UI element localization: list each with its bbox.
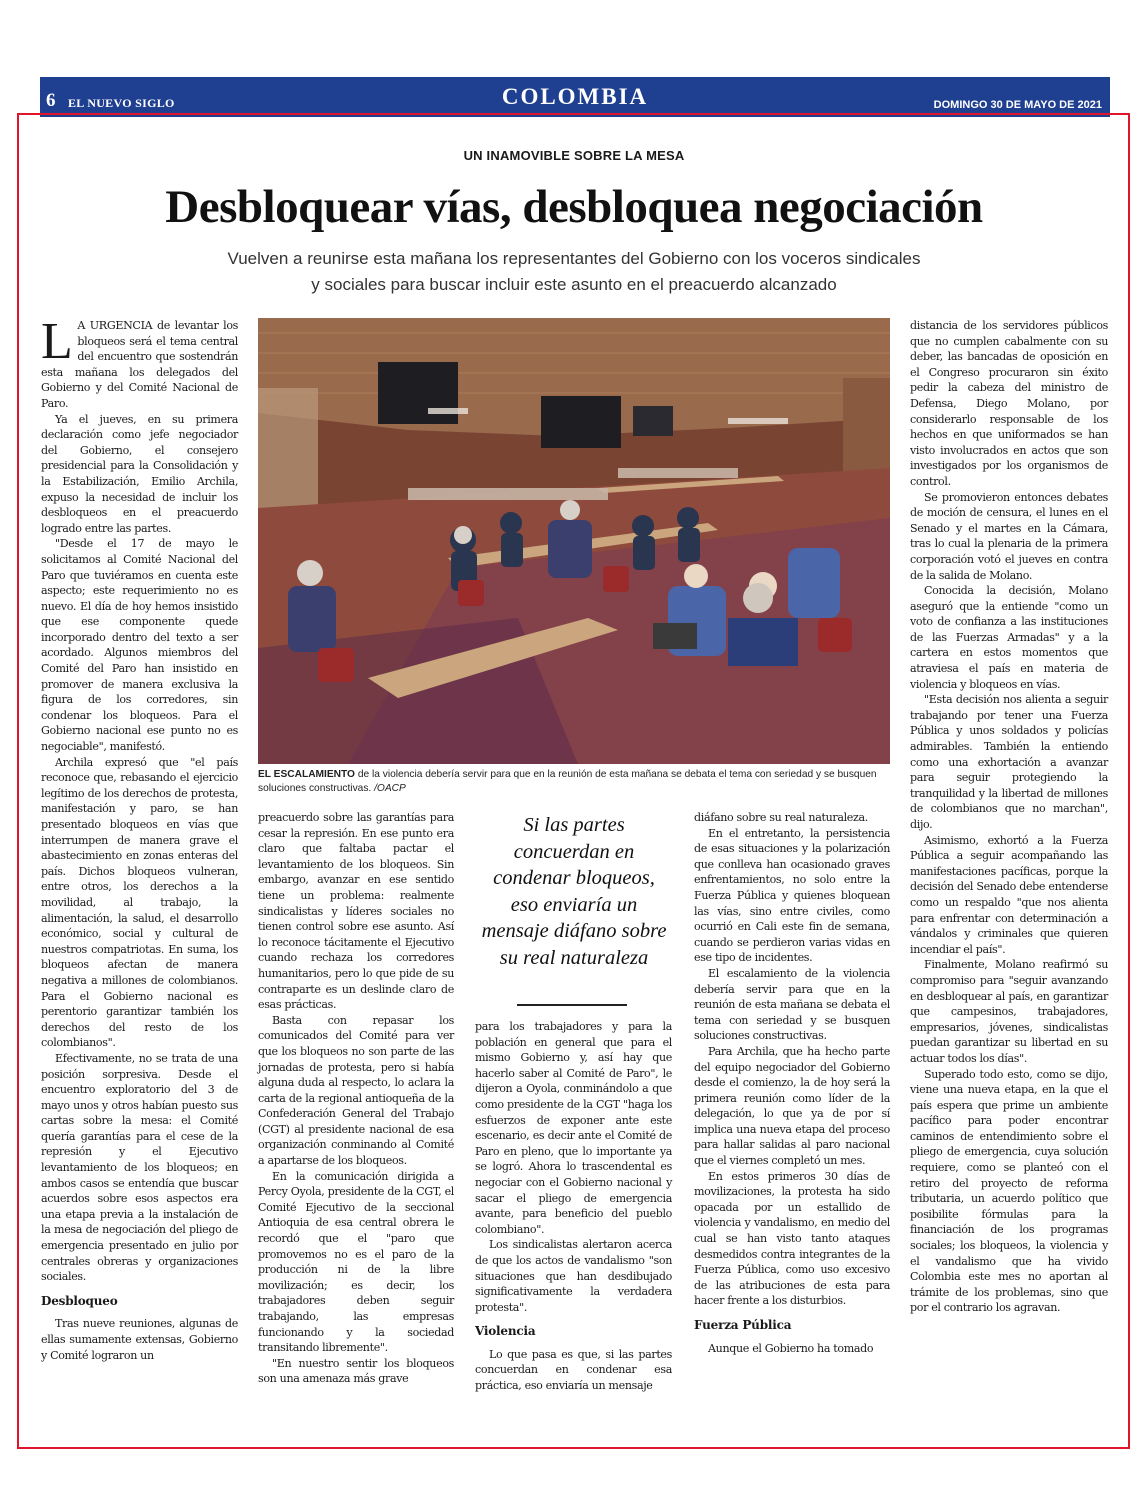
lead-paragraph: L A URGENCIA de levantar los bloqueos será el tema central del encuentro que sostendrán esta mañana los delegados del Gobierno y del Comité Nacional de Paro. bbox=[41, 313, 238, 410]
paragraph: diáfano sobre su real naturaleza. bbox=[694, 811, 868, 824]
paragraph: En el entretanto, la persistencia de esas situaciones y la polarización que conlleva han ocasionado graves enfrentamientos, no solo entre la Fuerza Pública y quienes bloquean las vías, sino entre civiles, como ocurrió en Cali este fin de semana, cuando se perdieron varias vidas en ese tipo de incidentes. bbox=[694, 826, 890, 965]
paragraph: Se promovieron entonces debates de moción de censura, el lunes en el Senado y el martes en la Cámara, tras lo cual la plenaria de la primera corporación votó el jueves en contra de la salida de Molano. bbox=[910, 490, 1108, 582]
paragraph: preacuerdo sobre las garantías para cesar la represión. En ese punto era claro que faltaba pactar el levantamiento de los bloqueos. Sin embargo, avanzar en ese sentido tiene un problema: realmente sindicalistas y líderes sociales no tienen control sobre ese asunto. Así lo reconoce tácitamente el Ejecutivo cuando rechaza los corredores humanitarios, pero lo que pide de su contraparte es un deslinde claro de esas prácticas. bbox=[258, 811, 454, 1012]
paragraph: En estos primeros 30 días de movilizaciones, la protesta ha sido opacada por un estallido de violencia y vandalismo, en medio del cual se han visto tanto ataques desmedidos contra integrantes de la Fuerza Pública, como uso excesivo de las atribuciones de esta para hacer frente a los disturbios. bbox=[694, 1169, 890, 1308]
paragraph: Para Archila, que ha hecho parte del equipo negociador del Gobierno desde el comienzo, la de hoy será la primera reunión como líder de la delegación, lo que ya de por sí implica una nueva etapa del proceso para hallar salidas al paro nacional que el viernes completó un mes. bbox=[694, 1044, 890, 1168]
drop-cap: L bbox=[41, 313, 73, 370]
text-column-3 bbox=[475, 1019, 672, 1394]
article-deck bbox=[150, 246, 998, 298]
page-number: 6 bbox=[46, 90, 56, 111]
paragraph: "Desde el 17 de mayo le solicitamos al Comité Nacional del Paro que tuviéramos en cuenta este aspecto; este requerimiento no es nuevo. El día de hoy hemos insistido que ese componente quede incorporado dentro del texto a ser acordado. Algunos miembros del Comité del Paro han insistido en promover de manera exclusiva la figura de los corredores, sin condenar los bloqueos. Para el Gobierno nacional ese punto no es negociable", manifestó. bbox=[41, 537, 238, 754]
text-column-1 bbox=[41, 313, 238, 1363]
paragraph: "En nuestro sentir los bloqueos son una amenaza más grave bbox=[258, 1356, 454, 1386]
paragraph: El escalamiento de la violencia debería servir para que en la reunión de esta mañana se debata el tema con seriedad y se busquen soluciones constructivas. bbox=[694, 966, 890, 1043]
newspaper-name: EL NUEVO SIGLO bbox=[68, 96, 175, 110]
paragraph: Los sindicalistas alertaron acerca de que los actos de vandalismo "son situaciones que han desdibujado significativamente la verdadera protesta". bbox=[475, 1238, 672, 1314]
paragraph: Superado todo esto, como se dijo, viene una nueva etapa, en la que el país espera que prime un ambiente pacífico para poder encontrar caminos de entendimiento sobre el pliego de emergencia, cuya solución requiere, como se planteó con el retiro del proyecto de reforma tributaria, un acuerdo político que posibilite fórmulas para la financiación de los programas sociales; los bloqueos, la violencia y el vandalismo que ha vivido Colombia este mes no aportan al trámite de los problemas, sino que por el contrario los agravan. bbox=[910, 1067, 1108, 1315]
paragraph: Tras nueve reuniones, algunas de ellas sumamente extensas, Gobierno y Comité lograron un bbox=[41, 1317, 238, 1362]
paragraph: Archila expresó que "el país reconoce que, rebasando el ejercicio legítimo de los derechos de protesta, manifestación y paro, se han presentado bloqueos en vías que interrumpen de manera grave el abastecimiento en zonas enteras del país. Dichos bloqueos vulneran, entre otros, los derechos a la movilidad, al trabajo, la alimentación, la salud, el desarrollo económico, social y cultural de nuestros compatriotas. En suma, los bloqueos afectan de manera negativa a millones de colombianos. Para el Gobierno nacional es perentorio garantizar también los derechos del resto de los colombianos". bbox=[41, 755, 238, 1050]
meeting-photo bbox=[258, 318, 890, 764]
paragraph: Lo que pasa es que, si las partes concuerdan en condenar esa práctica, eso enviaría un mensaje bbox=[475, 1347, 672, 1393]
pull-quote-rule bbox=[517, 1004, 627, 1006]
deck-line-1: Vuelven a reunirse esta mañana los representantes del Gobierno con los voceros sindicales bbox=[227, 249, 921, 268]
photo-credit: /OACP bbox=[371, 783, 406, 794]
paragraph: En la comunicación dirigida a Percy Oyola, presidente de la CGT, el Comité Ejecutivo de la seccional Antioquia de esa central obrera le recordó que el "paro que promovemos no es el paro de la producción ni de la libre movilización; es decir, los trabajadores deben seguir trabajando, las empresas funcionando y la sociedad transitando libremente". bbox=[258, 1169, 454, 1355]
issue-date: DOMINGO 30 DE MAYO DE 2021 bbox=[933, 99, 1102, 111]
paragraph: Conocida la decisión, Molano aseguró que la entiende "como un voto de confianza a las instituciones de las Fuerzas Armadas" y a la cartera en estos momentos que atraviesa el país en materia de violencia y bloqueos en vías. bbox=[910, 584, 1108, 691]
article-kicker: UN INAMOVIBLE SOBRE LA MESA bbox=[463, 148, 685, 163]
paragraph: distancia de los servidores públicos que no cumplen cabalmente con su deber, las bancadas de oposición en el Congreso procuraron sin éxito pedir la cabeza del ministro de Defensa, Diego Molano, por considerarlo responsable de los hechos en que uniformados se han visto involucrados en actos que son investigados por los organismos de control. bbox=[910, 319, 1108, 488]
paragraph: Finalmente, Molano reafirmó su compromiso para "seguir avanzando en desbloquear al país, en garantizar que campesinos, trabajadores, empresarios, jóvenes, sindicalistas puedan garantizar su libertad en su actuar todos los días". bbox=[910, 958, 1108, 1065]
subhead-violencia: Violencia bbox=[475, 1324, 536, 1339]
paragraph: Aunque el Gobierno ha tomado bbox=[708, 1341, 874, 1355]
paragraph: Asimismo, exhortó a la Fuerza Pública a seguir acompañando las manifestaciones pacíficas, porque la decisión del Senado debe entenderse como un respaldo "que nos alienta para enfrentar con determinación a vándalos y criminales que quieren incendiar el país". bbox=[910, 833, 1108, 956]
caption-lead: EL ESCALAMIENTO bbox=[258, 769, 355, 780]
text-column-2 bbox=[258, 810, 454, 1387]
pull-quote: Si las partes concuerdan en condenar bloqueos, eso enviaría un mensaje diáfano sobre su real naturaleza bbox=[481, 814, 667, 969]
paragraph: para los trabajadores y para la población en general que para el mismo Gobierno y, así hay que hacerlo saber al Comité de Paro", le dijeron a Oyola, conminándolo a que como presidente de la CGT "haga los esfuerzos de exponer ante este escenario, es decir ante el Comité de Paro en pleno, que lo importante ya se logró. Ahora lo trascendental es negociar con el Gobierno nacional y sacar el pliego de emergencia avante, para beneficio del pueblo colombiano". bbox=[475, 1020, 672, 1236]
text-column-4 bbox=[694, 810, 890, 1356]
subhead-desbloqueo: Desbloqueo bbox=[41, 1293, 118, 1308]
subhead-fuerza-publica: Fuerza Pública bbox=[694, 1318, 792, 1332]
paragraph: "Esta decisión nos alienta a seguir trabajando por tener una Fuerza Pública y unos soldados y policías admirables. También la entiendo como una exhortación a avanzar para seguir protegiendo la tranquilidad y la libertad de millones de colombianos que no marchan", dijo. bbox=[910, 693, 1108, 831]
paragraph: Efectivamente, no se trata de una posición sorpresiva. Desde el encuentro exploratorio del 3 de mayo unos y otros habían puesto sus cartas sobre la mesa: el Comité quería garantías para el cese de la represión y el Ejecutivo levantamiento de los bloqueos; en ambos casos se entendía que buscar acuerdos sobre esos aspectos era una etapa previa a la instalación de la mesa de negociación del pliego de emergencia presentado en julio por centrales obreras y organizaciones sociales. bbox=[41, 1051, 238, 1284]
masthead-bar bbox=[40, 77, 1110, 117]
photo-caption bbox=[258, 768, 890, 796]
text-column-5 bbox=[910, 318, 1108, 1316]
section-title: COLOMBIA bbox=[501, 84, 649, 109]
article-headline: Desbloquear vías, desbloquea negociación bbox=[165, 181, 983, 233]
paragraph: Ya el jueves, en su primera declaración como jefe negociador del Gobierno, el consejero presidencial para la Consolidación y la Estabilización, Emilio Archila, expuso la necesidad de incluir los desbloqueos en el preacuerdo logrado entre las partes. bbox=[41, 412, 238, 535]
caption-text: de la violencia debería servir para que en la reunión de esta mañana se debata el tema con seriedad y se busquen soluciones constructivas. bbox=[258, 769, 877, 794]
paragraph: Basta con repasar los comunicados del Comité para ver que los bloqueos no son parte de las jornadas de protesta, pero si había alguna duda al respecto, lo aclara la carta de la regional antioqueña de la Confederación General del Trabajo (CGT) al presidente nacional de esa organización conminando al Comité a apartarse de los bloqueos. bbox=[258, 1013, 454, 1168]
deck-line-2: y sociales para buscar incluir este asunto en el preacuerdo alcanzado bbox=[311, 275, 837, 294]
